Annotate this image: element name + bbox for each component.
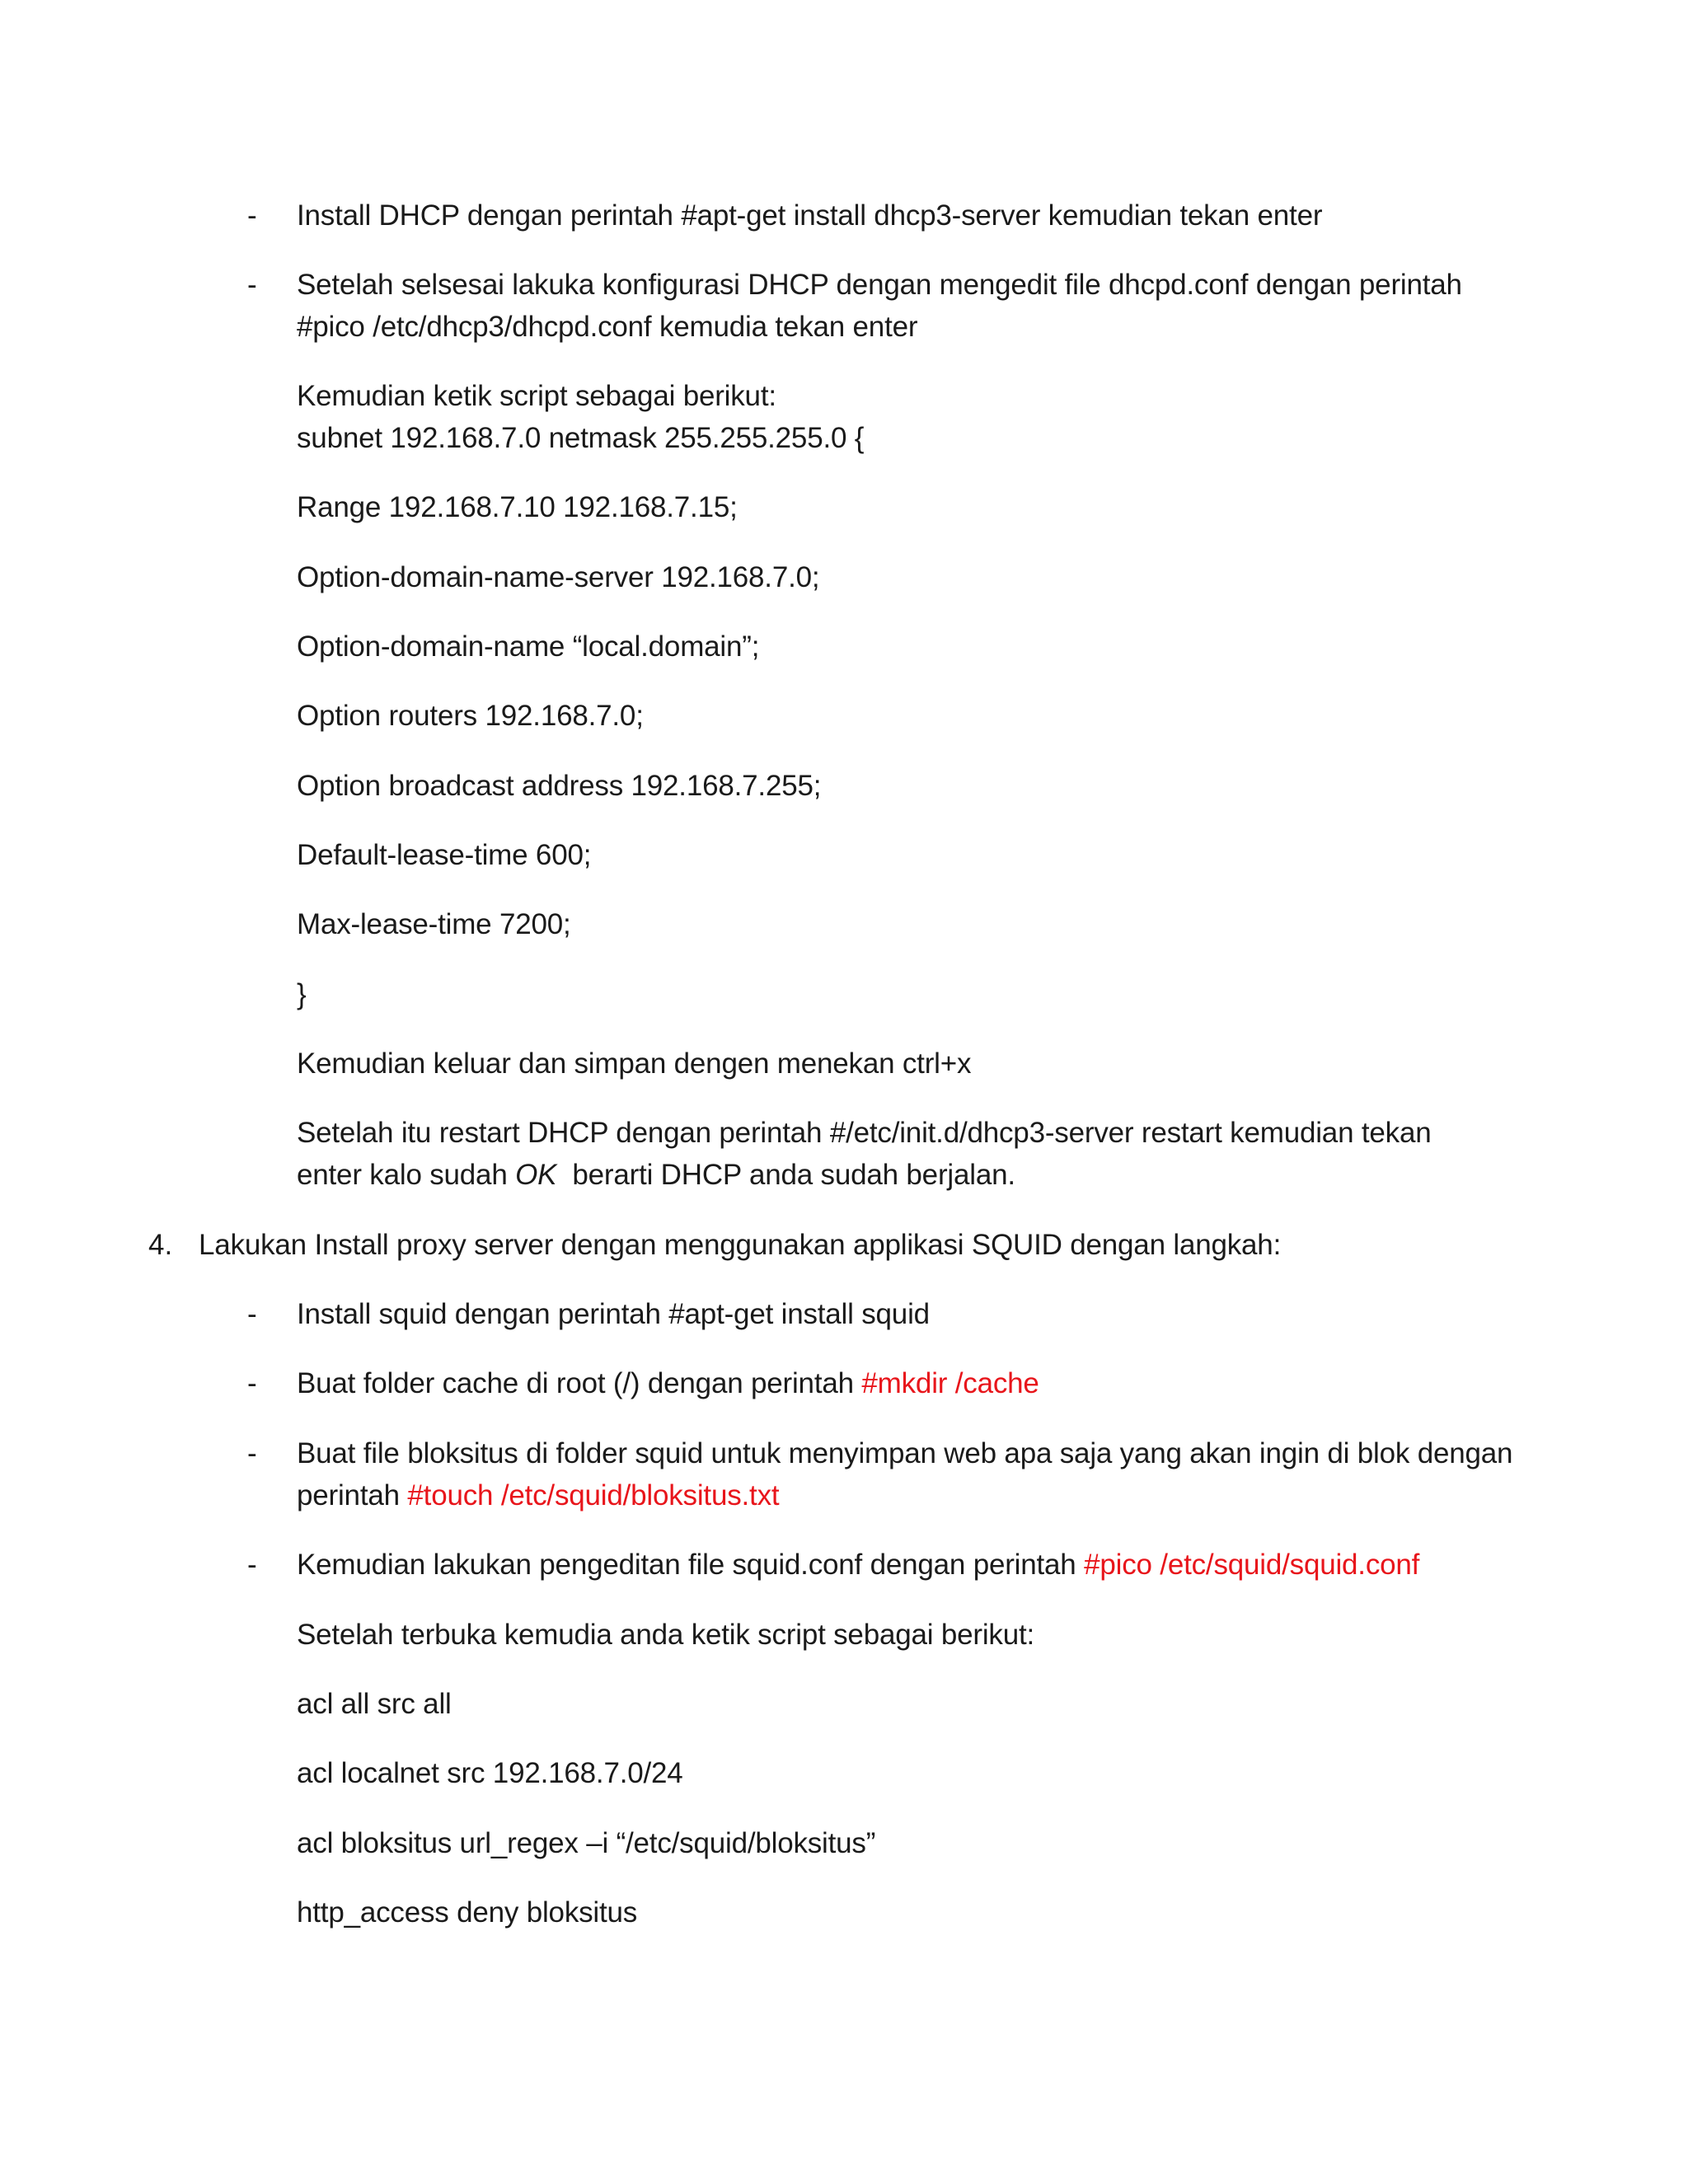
section-number: 4. (148, 1229, 173, 1261)
squid-heading: Lakukan Install proxy server dengan menggunakan applikasi SQUID dengan langkah: (199, 1229, 1282, 1261)
touch-command: #touch /etc/squid/bloksitus.txt (407, 1479, 780, 1511)
mkdir-command: #mkdir /cache (861, 1367, 1039, 1399)
dhcp-script-line: } (297, 978, 307, 1010)
ok-text: OK (515, 1159, 557, 1191)
squid-bullet-2 (297, 1362, 1039, 1405)
dhcp-script-line: Default-lease-time 600; (297, 839, 592, 871)
dhcp-script-line: Option-domain-name-server 192.168.7.0; (297, 561, 820, 593)
dhcp-script-line: Range 192.168.7.10 192.168.7.15; (297, 491, 738, 523)
squid-bullet-3-line-1: Buat file bloksitus di folder squid untuk menyimpan web apa saja yang akan ingin di blok dengan (297, 1437, 1513, 1469)
dhcp-restart-line-2 (297, 1154, 1015, 1197)
squid-script-intro: Setelah terbuka kemudia anda ketik script sebagai berikut: (297, 1619, 1035, 1651)
bullet-dash: - (247, 269, 257, 301)
squid-bullet-4 (297, 1544, 1419, 1586)
pico-command: #pico /etc/squid/squid.conf (1084, 1549, 1420, 1581)
dhcp-script-intro: Kemudian ketik script sebagai berikut: (297, 380, 776, 412)
bullet-3-text: perintah (297, 1479, 408, 1511)
squid-script-line: acl bloksitus url_regex –i “/etc/squid/bloksitus” (297, 1827, 876, 1859)
restart-text-pre: enter kalo sudah (297, 1159, 516, 1191)
restart-text-post: berarti DHCP anda sudah berjalan. (556, 1159, 1015, 1191)
dhcp-script-line: Option-domain-name “local.domain”; (297, 630, 760, 663)
dhcp-restart-line-1: Setelah itu restart DHCP dengan perintah #/etc/init.d/dhcp3-server restart kemudian tekan (297, 1117, 1432, 1149)
dhcp-script-line: Max-lease-time 7200; (297, 908, 571, 940)
bullet-dash: - (247, 199, 257, 232)
squid-bullet-1: Install squid dengan perintah #apt-get install squid (297, 1298, 930, 1330)
bullet-dash: - (247, 1367, 257, 1399)
bullet-dash: - (247, 1549, 257, 1581)
dhcp-bullet-2-line-1: Setelah selsesai lakuka konfigurasi DHCP dengan mengedit file dhcpd.conf dengan perintah (297, 269, 1462, 301)
dhcp-script-line: Option routers 192.168.7.0; (297, 700, 644, 732)
dhcp-bullet-1: Install DHCP dengan perintah #apt-get install dhcp3-server kemudian tekan enter (297, 199, 1323, 232)
bullet-dash: - (247, 1437, 257, 1469)
dhcp-script-line: subnet 192.168.7.0 netmask 255.255.255.0 { (297, 422, 865, 454)
squid-script-line: acl localnet src 192.168.7.0/24 (297, 1757, 683, 1789)
bullet-4-text: Kemudian lakukan pengeditan file squid.conf dengan perintah (297, 1549, 1085, 1581)
squid-bullet-3-line-2 (297, 1474, 779, 1517)
bullet-dash: - (247, 1298, 257, 1330)
squid-script-line: acl all src all (297, 1688, 452, 1720)
dhcp-bullet-2-line-2: #pico /etc/dhcp3/dhcpd.conf kemudia tekan enter (297, 311, 918, 343)
bullet-2-text: Buat folder cache di root (/) dengan perintah (297, 1367, 862, 1399)
dhcp-save-instruction: Kemudian keluar dan simpan dengen menekan ctrl+x (297, 1047, 972, 1080)
squid-script-line: http_access deny bloksitus (297, 1896, 638, 1929)
dhcp-script-line: Option broadcast address 192.168.7.255; (297, 770, 822, 802)
